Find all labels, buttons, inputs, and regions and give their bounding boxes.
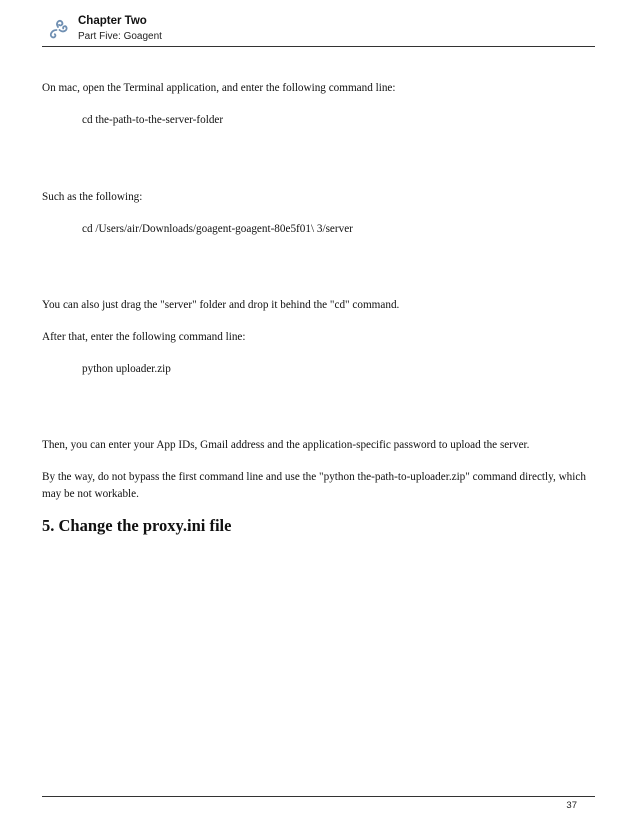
chapter-title: Chapter Two [78, 15, 147, 27]
page-footer [42, 796, 595, 811]
triskele-spiral-icon [46, 18, 70, 40]
paragraph-drag-folder: You can also just drag the "server" folder and drop it behind the "cd" command. [42, 299, 400, 311]
paragraph-open-terminal: On mac, open the Terminal application, and enter the following command line: [42, 82, 396, 94]
paragraph-after-that: After that, enter the following command line: [42, 331, 246, 343]
command-line-python-uploader: python uploader.zip [82, 363, 171, 375]
section-heading: 5. Change the proxy.ini file [42, 516, 232, 535]
paragraph-enter-app-ids: Then, you can enter your App IDs, Gmail address and the application-specific password to upload the server. [42, 439, 530, 451]
page-number: 37 [566, 800, 577, 811]
command-line-cd-example: cd /Users/air/Downloads/goagent-goagent-80e5f01\ 3/server [82, 223, 353, 235]
part-subtitle: Part Five: Goagent [78, 31, 162, 42]
paragraph-by-the-way: By the way, do not bypass the first command line and use the "python the-path-to-uploader.zip" command directly, which may be not workable. [42, 471, 586, 500]
page-header [42, 10, 595, 47]
paragraph-such-as: Such as the following: [42, 191, 143, 203]
command-line-cd-path: cd the-path-to-the-server-folder [82, 114, 224, 126]
